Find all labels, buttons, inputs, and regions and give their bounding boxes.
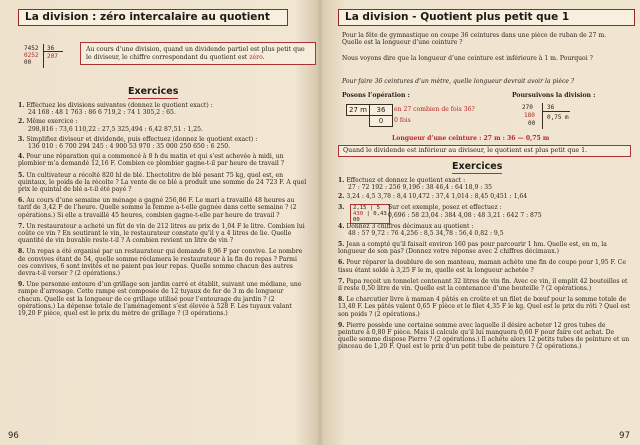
exercise-3-example: 2,15 | 5 430 | 0,43 00	[350, 204, 390, 224]
exercise-9: 9. Pierre possède une certaine somme avec laquelle il désire acheter 12 gros tubes de peinture à 0,80 F pièce. Mais il calcule qu’il lui manquera 0,60 F pour faire cet achat. De quelle somme dispose Pierre ? (2 opérations.) Il achète alors 12 petits tubes de peinture et un pinceau de 1,20 F. Quel est le prix d’un petit tube de peinture ? (2 opérations.)	[338, 321, 630, 351]
exercise-1: 1. Effectuez et donnez le quotient exact :	[338, 177, 466, 184]
rule-zero: zéro	[249, 53, 263, 61]
exercise-1-values: 24 168 : 48 1 763 : 86 6 719,2 : 74 1 305,2 : 65.	[28, 109, 176, 117]
page-title: La division : zéro intercalaire au quotient	[18, 9, 288, 26]
op1-dividend: 27 m	[346, 104, 370, 116]
page-number: 96	[8, 431, 19, 441]
division-example	[24, 45, 38, 66]
pose-label: Posons l’opération :	[342, 92, 410, 99]
exercise-3-values: 0,696 : 58 23,04 : 384 4,08 : 48 3,21 : 642 7 : 875	[388, 211, 542, 219]
exercise-5: 5. Un cultivateur a récolté 820 hl de blé. L’hectolitre de blé pesant 75 kg, quel est, en quintaux, le poids de la récolte ? La vente de ce blé a produit une somme de 24 723 F. A quel prix le quintal de blé a-t-il été payé ?	[18, 171, 307, 194]
division-quotient: 207	[47, 53, 58, 60]
exercise-3: 3. 2,15 | 5 430 | 0,43 00 Sur cet exemple, posez et effectuez : 0,696 : 58 23,04 : 384 4,08 : 48 3,21 : 642 7 : 875	[338, 203, 542, 223]
rule-box: Au cours d’une division, quand un dividende partiel est plus petit que le diviseur, le chiffre correspondant du quotient est zéro.	[80, 42, 316, 65]
rule-box	[338, 145, 631, 157]
page-title: La division - Quotient plus petit que 1	[338, 9, 635, 26]
pursue-label: Poursuivons la division :	[512, 92, 596, 99]
division-bar	[43, 44, 44, 68]
section-title: Exercices	[128, 86, 179, 97]
op1-zero-note: 0 fois	[394, 117, 411, 124]
op2-remainder-final: 00	[528, 120, 536, 127]
section-title: Exercices	[452, 161, 503, 172]
intro-problem: Pour la fête de gymnastique on coupe 36 ceintures dans une pièce de ruban de 27 m. Quelle est la longueur d’une ceinture ?	[342, 32, 607, 47]
exercise-4: 4. Donnez 3 chiffres décimaux au quotient :	[338, 222, 474, 230]
op2-underline	[542, 111, 570, 112]
exercise-1-values: 27 : 72 192 : 256 9,196 : 38 46,4 : 64 18,9 : 35	[348, 184, 492, 192]
exercise-7: 7. Papa reçoit un tonnelet contenant 32 litres de vin fin. Avec ce vin, il emplit 42 bouteilles et il reste 0,50 litre de vin. Quelle est la contenance d’une bouteille ? (2 opérations.)	[338, 277, 628, 293]
result-line: Longueur d’une ceinture : 27 m : 36 — 0,75 m	[392, 135, 550, 142]
op2-dividend: 270	[522, 104, 533, 111]
intro-hint: Pour faire 36 ceintures d’un mètre, quelle longueur devrait avoir la pièce ?	[342, 78, 575, 85]
op1-note: en 27 combien de fois 36?	[394, 106, 475, 113]
left-page	[0, 0, 318, 445]
right-page	[322, 0, 640, 445]
op1-zero: 0	[369, 115, 393, 127]
exercise-2-values: 298,816 : 73,6 110,22 : 27,5 325,494 : 6,42 87,51 : 1,25.	[28, 125, 203, 133]
op2-quotient: 0,75 m	[547, 114, 569, 121]
exercise-4: 4. Pour une réparation qui a commencé à 8 h du matin et qui s’est achevée à midi, un plombier m’a demandé 12,16 F. Combien ce plombier gagne-t-il par heure de travail ?	[18, 153, 284, 168]
op1-divisor: 36	[369, 104, 393, 116]
exercise-6: 6. Au cours d’une semaine un ménage a gagné 256,86 F. Le mari a travaillé 48 heures au tarif de 3,42 F de l’heure. Quelle somme la femme a-t-elle gagnée dans cette semaine ? (2 opérations.) Si elle a travaillé 45 heures, combien gagne-t-elle par heure de travail ?	[18, 197, 297, 219]
rule-text: Quand le dividende est inférieur au diviseur, le quotient est plus petit que 1.	[343, 147, 588, 154]
exercise-7: 7. Un restaurateur a acheté un fût de vin de 212 litres au prix de 1,04 F le litre. Combien lui coûte ce vin ? En soutirant le vin, le restaurateur constate qu’il y a 4 litres de lie. Quelle quantité de vin buvable reste-t-il ? A combien revient un litre de vin ?	[18, 222, 305, 245]
exercise-2: 2. 3,24 : 4,5 3,78 : 8,4 10,472 : 37,4 1,014 : 8,45 0,451 : 1,64	[338, 193, 528, 201]
rule-text: Au cours d’une division, quand un dividende partiel est plus petit que le diviseur, le chiffre correspondant du quotient est	[86, 46, 305, 61]
exercise-9: 9. Une personne entoure d’un grillage son jardin carré et établit, suivant une médiane, une rampe d’arrosage. Cette rampe est composée de 12 tuyaux de fer de 3 m de longueur chacun. Quelle est la longueur de ce grillage utilisé pour l’entourage du jardin ? (2 opérations.) La dépense totale de l’aménagement s’est élevée à 528 F. Les tuyaux valant 19,20 F pièce, quel est le prix du mètre de grillage ? (3 opérations.)	[18, 281, 302, 318]
division-remainder-final: 00	[24, 59, 32, 66]
op2-bar	[542, 103, 543, 129]
exercise-list	[18, 102, 308, 317]
page-number: 97	[619, 431, 630, 441]
exercise-1: 1. Effectuez les divisions suivantes (donnez le quotient exact) :	[18, 102, 213, 109]
division-dividend: 7452	[24, 45, 39, 52]
exercise-2: 2. Même exercice :	[18, 118, 78, 126]
exercise-list	[338, 177, 630, 351]
intro-question: Nous voyons dire que la longueur d’une ceinture est inférieure à 1 m. Pourquoi ?	[342, 55, 593, 62]
exercise-8: 8. Un repas a été organisé par un restaurateur qui demande 8,96 F par convive. Le nombre de convives étant de 54, quelle somme réclamera le restaurateur à la fin du repas ? Parmi ces convives, 6 sont invités et ne paient pas leur repas. Quelle somme chacun des autres devra-t-il verser ? (2 opérations.)	[18, 248, 303, 278]
division-remainder: 0252	[24, 52, 39, 59]
exercise-5: 5. Jean a compté qu’il faisait environ 160 pas pour parcourir 1 hm. Quelle est, en m, la longueur de son pas? (Donnez votre réponse avec 2 chiffres décimaux.)	[338, 241, 607, 256]
op2-remainder: 180	[524, 112, 535, 119]
exercise-6: 6. Pour réparer la doublure de son manteau, maman achète une fin de coupe pour 1,95 F. Ce tissu étant soldé à 3,25 F le m, quelle est la longueur achetée ?	[338, 259, 626, 274]
exercise-3: 3. Simplifiez diviseur et dividende, puis effectuez (donnez le quotient exact) :	[18, 135, 258, 143]
exercise-3-values: 136 010 : 6 700 294 245 : 4 900 53 970 : 35 000 250 650 : 6 250.	[28, 143, 231, 151]
exercise-4-values: 48 : 57 9,72 : 76 4,256 : 8,5 34,78 : 56,4 0,82 : 9,5	[348, 229, 504, 237]
exercise-8: 8. Le charcutier livre à maman 4 pâtés en croûte et un filet de bœuf pour la somme totale de 13,40 F. Les pâtés valent 0,65 F pièce et le filet 4,35 F le kg. Quel est le prix du rôti ? Quel est son poids ? (2 opérations.)	[338, 296, 630, 318]
op2-divisor: 36	[547, 104, 555, 111]
division-divisor: 36	[47, 45, 55, 52]
